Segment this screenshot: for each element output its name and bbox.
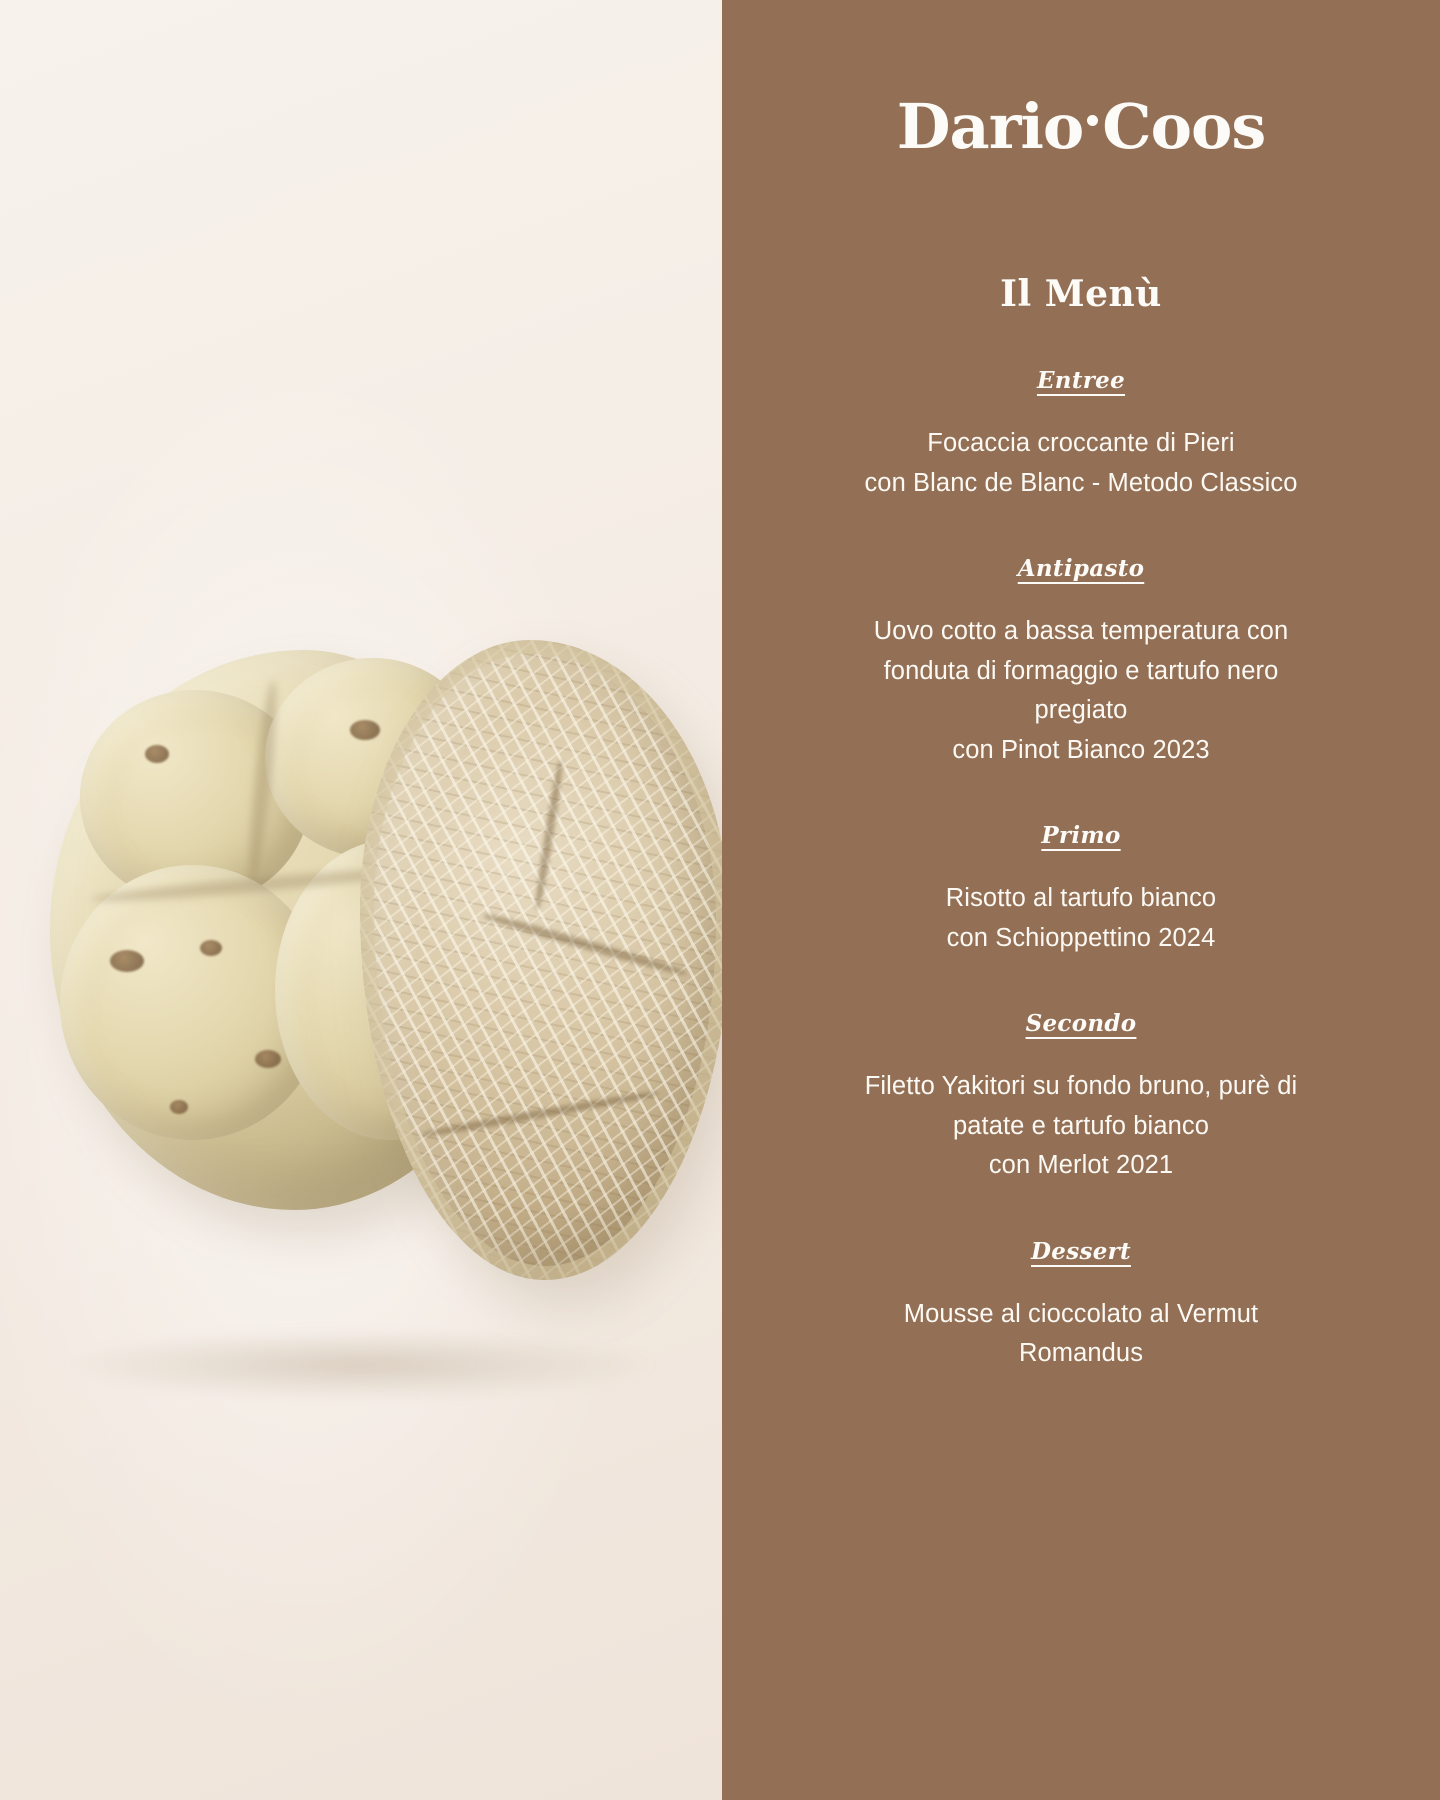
course-wine-pairing: con Merlot 2021 xyxy=(988,1151,1174,1180)
truffle-spot xyxy=(145,745,169,763)
course-wine-pairing: con Pinot Bianco 2023 xyxy=(952,735,1210,764)
course-wine-pairing: con Schioppettino 2024 xyxy=(946,923,1216,952)
course-antipasto xyxy=(780,555,1382,770)
brand-logo xyxy=(780,90,1382,163)
course-description xyxy=(780,424,1382,503)
course-heading: Secondo xyxy=(1025,1010,1137,1038)
brand-separator-dot xyxy=(1087,115,1098,126)
course-heading: Primo xyxy=(1041,822,1121,850)
truffle-composition xyxy=(30,640,722,1380)
course-line: Filetto Yakitori su fondo bruno, purè di xyxy=(864,1072,1298,1101)
course-primo xyxy=(780,822,1382,958)
course-description xyxy=(780,1067,1382,1186)
truffle-spot xyxy=(200,940,222,956)
course-description xyxy=(780,612,1382,770)
page-title: Il Menù xyxy=(1000,273,1162,315)
course-description xyxy=(780,879,1382,958)
brand-name-first: Dario xyxy=(896,90,1084,163)
course-line: Uovo cotto a bassa temperatura con xyxy=(873,617,1289,646)
truffle-spot xyxy=(255,1050,281,1068)
course-entree xyxy=(780,367,1382,503)
course-line: fonduta di formaggio e tartufo nero xyxy=(883,656,1279,685)
course-line: Focaccia croccante di Pieri xyxy=(927,429,1235,457)
course-line: Mousse al cioccolato al Vermut xyxy=(903,1299,1259,1328)
truffle-spot xyxy=(170,1100,188,1114)
course-description xyxy=(780,1295,1382,1374)
course-heading: Dessert xyxy=(1031,1237,1131,1265)
course-wine-pairing: con Blanc de Blanc - Metodo Classico xyxy=(864,468,1298,497)
course-line: Romandus xyxy=(1018,1339,1144,1368)
course-line: Risotto al tartufo bianco xyxy=(945,884,1217,913)
course-dessert xyxy=(780,1238,1382,1374)
course-secondo xyxy=(780,1010,1382,1186)
sliced-truffle-icon xyxy=(360,640,722,1280)
course-heading: Antipasto xyxy=(1017,555,1145,583)
truffle-spot xyxy=(110,950,144,972)
course-line: patate e tartufo bianco xyxy=(952,1111,1210,1140)
menu-panel xyxy=(722,0,1440,1800)
course-heading: Entree xyxy=(1036,367,1126,394)
brand-name-second: Coos xyxy=(1102,90,1266,163)
course-line: pregiato xyxy=(1034,696,1128,725)
